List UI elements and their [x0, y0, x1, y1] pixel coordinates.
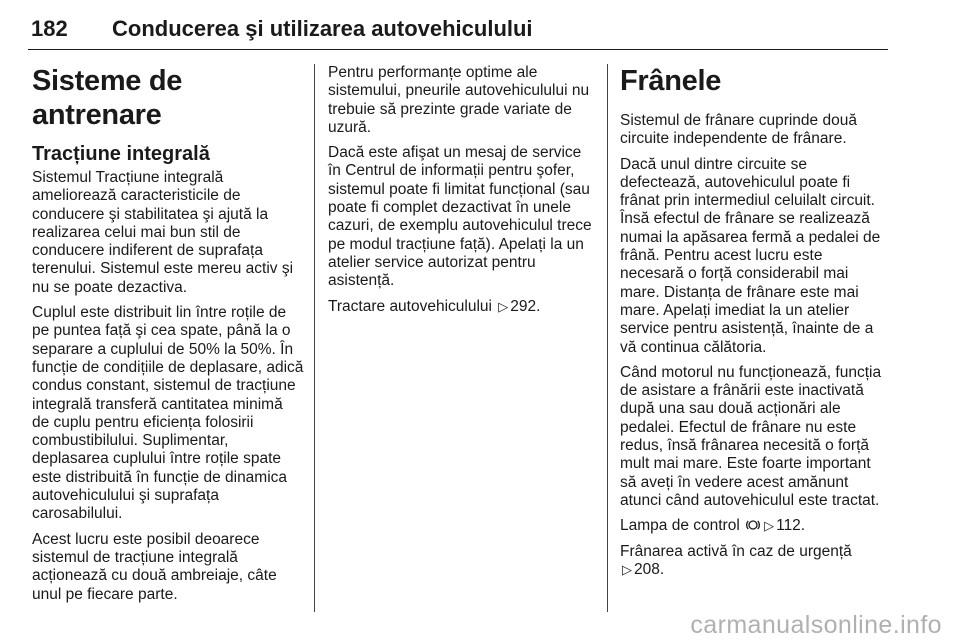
paragraph: Cuplul este distribuit lin între roțile de pe puntea față şi cea spate, până la o separare a cuplului de 50% la 50%. În funcție de condițiile de deplasare, adică condus constant, sistemul de tracțiune integrală transferă cantitatea minimă de cuplu pentru eficiența folosirii combustibilului. Suplimentar, deplasarea cuplului între roțile spate este distribuită în funcție de dinamica autovehiculului şi suprafața carosabilului.: [32, 304, 304, 523]
paragraph: Pentru performanțe optime ale sistemului, pneurile autovehiculului nu trebuie să prezinte grade variate de uzură.: [328, 64, 590, 136]
reference-text: Frânarea activă în caz de urgență: [620, 542, 852, 560]
page-header: [28, 14, 888, 50]
cross-reference[interactable]: [328, 298, 596, 316]
triangle-right-icon: ▷: [764, 518, 775, 534]
column-2: [328, 64, 596, 323]
triangle-right-icon: ▷: [622, 561, 632, 577]
page-reference[interactable]: 292.: [510, 297, 541, 315]
subsection-title: Tracțiune integrală: [32, 143, 210, 165]
page-number: 182: [31, 16, 68, 41]
page-reference[interactable]: 112.: [776, 517, 806, 535]
cross-reference[interactable]: [620, 543, 890, 580]
column-divider: [314, 64, 315, 612]
paragraph: Sistemul Tracțiune integrală ameliorează caracteristicile de conducere şi stabilitatea şi ajută la realizarea celui mai bun stil de conducere indiferent de suprafața terenului. Sistemul este mereu activ şi nu se poate dezactiva.: [32, 169, 294, 296]
paragraph: Sistemul de frânare cuprinde două circuite independente de frânare.: [620, 112, 857, 148]
column-1: [32, 64, 304, 611]
section-title: Sisteme de antrenare: [32, 65, 183, 131]
paragraph: Acest lucru este posibil deoarece sistemul de tracțiune integrală acționează cu două ambreiaje, câte unul pe fiecare parte.: [32, 530, 277, 603]
header-rule: [28, 49, 888, 50]
reference-text: Lampa de control: [620, 517, 740, 535]
paragraph: Dacă este afişat un mesaj de service în Centrul de informații pentru şofer, sistemul poate fi limitat funcțional (sau poate fi complet dezactivat în unele cazuri, de exemplu autovehiculul trece pe modul tracțiune față). Apelați la un atelier service autorizat pentru asistență.: [328, 144, 592, 290]
watermark: carmanualsonline.info: [690, 611, 942, 639]
section-title: Frânele: [620, 65, 722, 97]
page-reference[interactable]: 208.: [634, 560, 665, 578]
paragraph: Dacă unul dintre circuite se defectează, autovehiculul poate fi frânat prin intermediul celuilalt circuit. Însă efectul de frânare se realizează numai la apăsarea fermă a pedalei de frână. Pentru acest lucru este necesară o forță considerabil mai mare. Distanța de frânare este mai mare. Apelați imediat la un atelier service pentru asistență, înainte de a vă continua călătoria.: [620, 155, 881, 356]
paragraph: Când motorul nu funcționează, funcția de asistare a frânării este inactivată după una sau două acționări ale pedalei. Efectul de frânare nu este redus, însă frânarea necesită o forță mult mai mare. Este foarte important să aveți în vedere acest amănunt atunci când autovehiculul este tractat.: [620, 363, 882, 509]
column-divider: [607, 64, 608, 612]
cross-reference[interactable]: [620, 517, 890, 535]
triangle-right-icon: ▷: [498, 298, 509, 314]
column-3: [620, 64, 890, 586]
running-title: Conducerea şi utilizarea autovehiculului: [112, 16, 533, 41]
reference-text: Tractare autovehiculului: [328, 297, 492, 315]
brake-warning-lamp-icon: [746, 518, 760, 532]
